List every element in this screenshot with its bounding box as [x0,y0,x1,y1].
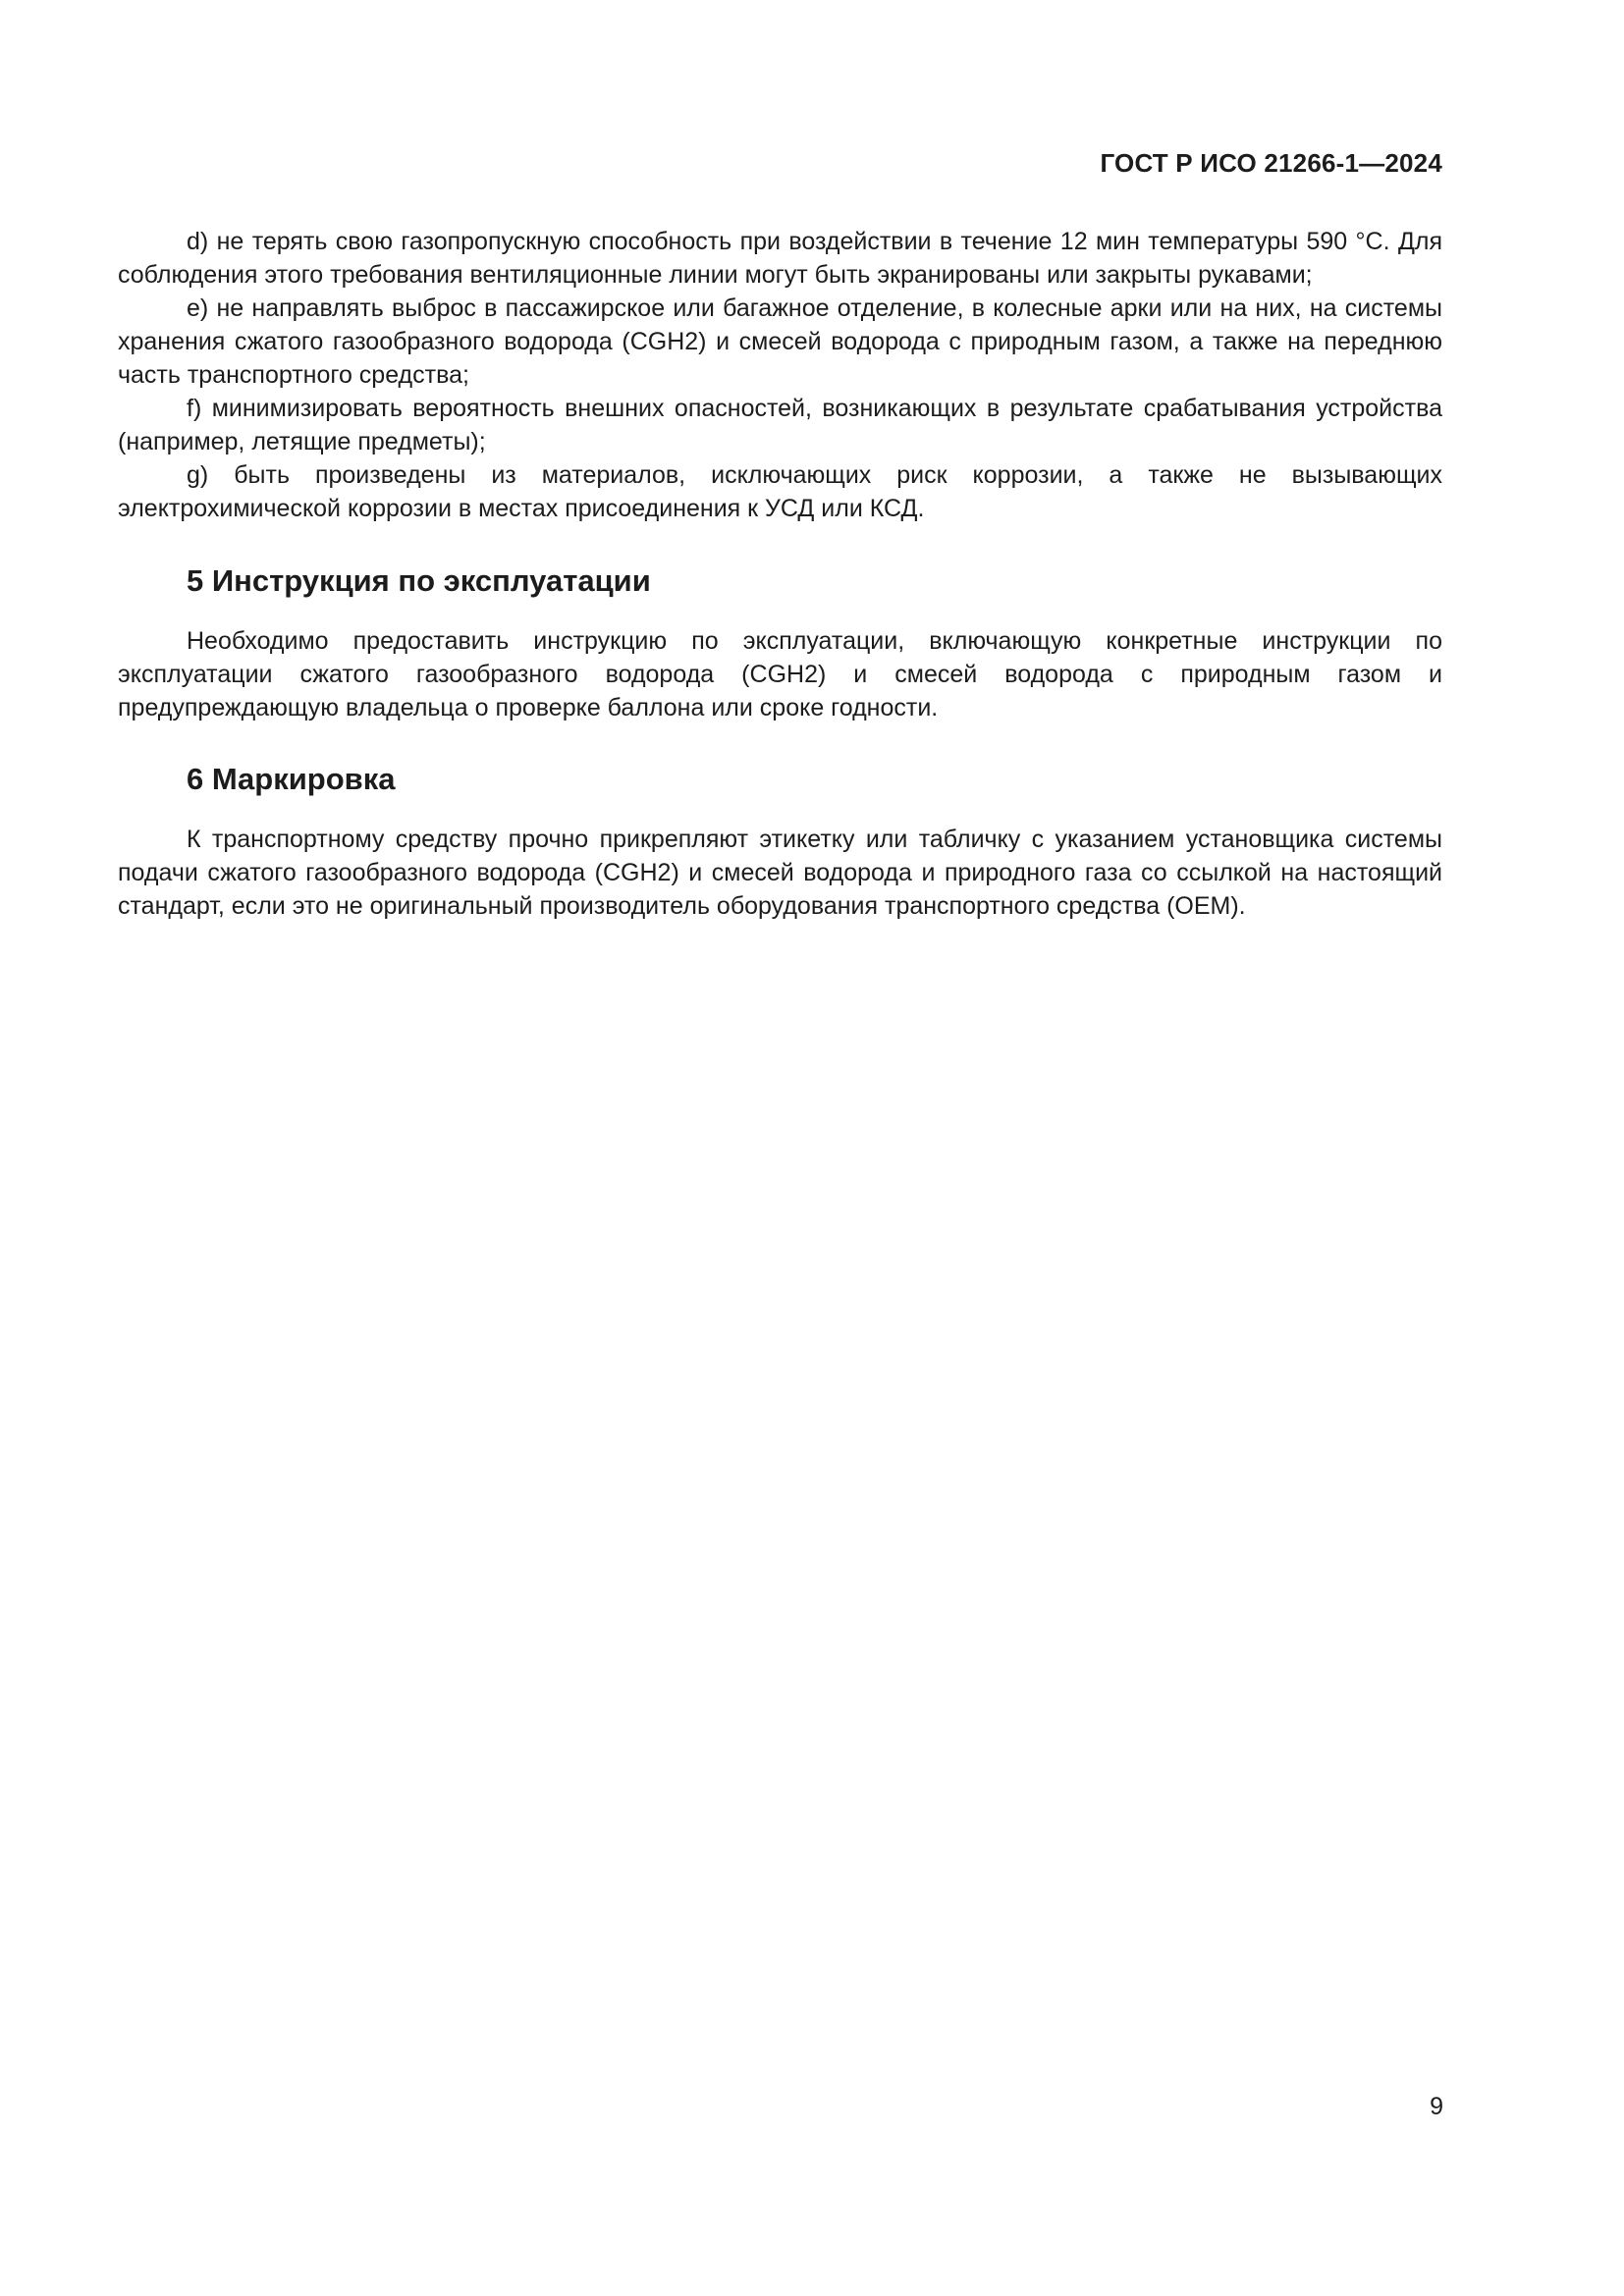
section-5-text: Необходимо предоставить инструкцию по эксплуатации, включающую конкретные инструкции по эксплуатации сжатого газообразного водорода (CGH2) и смесей водорода с природным газом и предупреждающую владельца о проверке баллона или сроке годности. [118,627,1442,721]
section-6-heading: 6 Маркировка [187,762,396,796]
section-5-heading: 5 Инструкция по эксплуатации [187,563,651,598]
section-6-text: К транспортному средству прочно прикрепляют этикетку или табличку с указанием установщика системы подачи сжатого газообразного водорода (CGH2) и смесей водорода и природного газа со ссылкой на настоящий стандарт, если это не оригинальный производитель оборудования транспортного средства (OEM). [118,826,1442,920]
list-item-f: f) минимизировать вероятность внешних опасностей, возникающих в результате срабатывания устройства (например, летящие предметы); [118,395,1442,455]
page-number: 9 [1430,2093,1443,2120]
document-header: ГОСТ Р ИСО 21266-1—2024 [1100,148,1442,178]
list-item-e: е) не направлять выброс в пассажирское или багажное отделение, в колесные арки или на них, на системы хранения сжатого газообразного водорода (CGH2) и смесей водорода с природным газом, а также на переднюю часть транспортного средства; [118,294,1442,389]
list-item-d: d) не терять свою газопропускную способность при воздействии в течение 12 мин температуры 590 °С. Для соблюдения этого требования вентиляционные линии могут быть экранированы или закрыты рукавами; [118,228,1442,289]
list-item-g: g) быть произведены из материалов, исключающих риск коррозии, а также не вызывающих электрохимической коррозии в местах присоединения к УСД или КСД. [118,461,1442,522]
page-content [118,225,1442,923]
